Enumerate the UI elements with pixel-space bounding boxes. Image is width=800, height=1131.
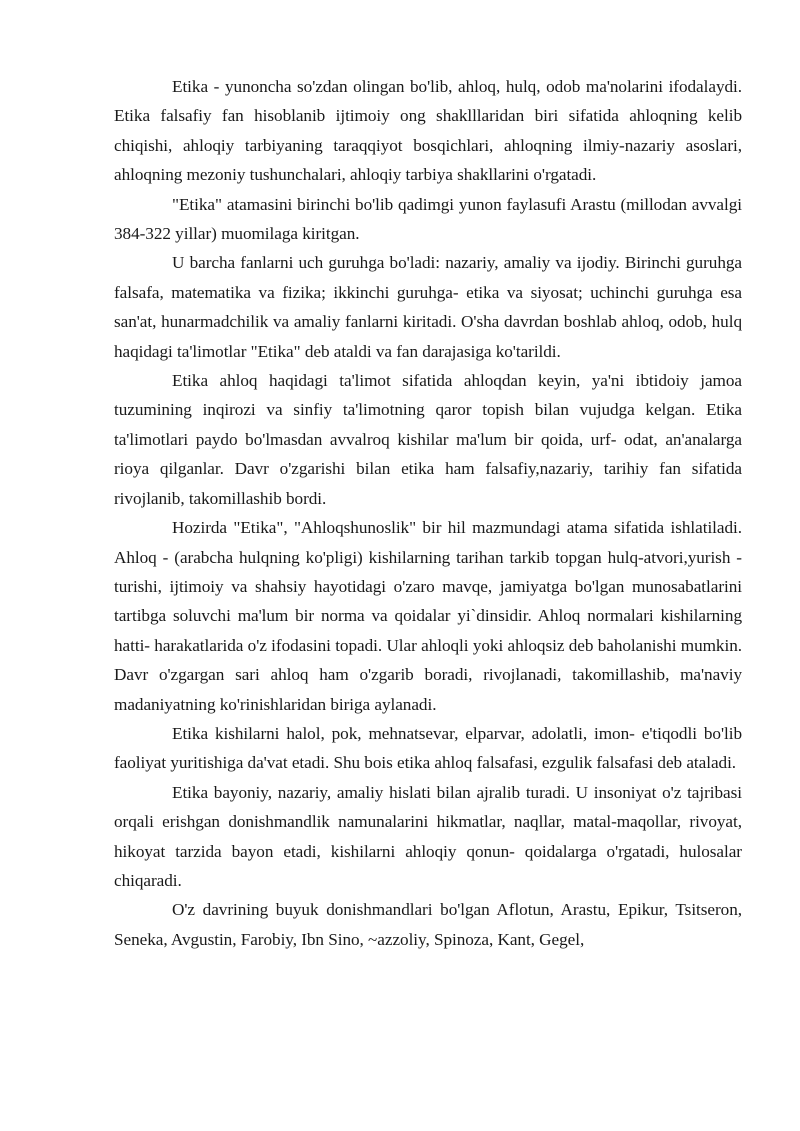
paragraph-etika-definition: Etika - yunoncha so'zdan olingan bo'lib, ahloq, hulq, odob ma'nolarini ifodalaydi. Etika falsafiy fan hisoblanib ijtimoiy ong shaklllaridan biri sifatida ahloqning kelib chiqishi, ahloqiy tarbiyaning taraqqiyot bosqichlari, ahloqning ilmiy-nazariy asoslari, ahloqning mezoniy tushunchalari, ahloqiy tarbiya shakllarini o'rgatadi. <box>114 77 742 185</box>
paragraph-three-groups: U barcha fanlarni uch guruhga bo'ladi: nazariy, amaliy va ijodiy. Birinchi guruhga falsafa, matematika va fizika; ikkinchi guruhga- etika va siyosat; uchinchi guruhga esa san'at, hunarmadchilik va amaliy fanlarni kiritadi. O'sha davrdan boshlab ahloq, odob, hulq haqidagi ta'limotlar "Etika" deb ataldi va fan darajasiga ko'tarildi. <box>114 253 742 361</box>
paragraph-arastu-term: "Etika" atamasini birinchi bo'lib qadimgi yunon faylasufi Arastu (millodan avvalgi 384-322 yillar) muomilaga kiritgan. <box>114 194 742 244</box>
paragraph-philosophers: O'z davrining buyuk donishmandlari bo'lgan Aflotun, Arastu, Epikur, Tsitseron, Seneka, Avgustin, Farobiy, Ibn Sino, ~azzoliy, Spinoza, Kant, Gegel, <box>114 900 742 949</box>
paragraph-virtues: Etika kishilarni halol, pok, mehnatsevar, elparvar, adolatli, imon- e'tiqodli bo'lib faoliyat yuritishiga da'vat etadi. Shu bois etika ahloq falsafasi, ezgulik falsafasi deb ataladi. <box>114 723 742 773</box>
paragraph-ahloq-definition: Hozirda "Etika", "Ahloqshunoslik" bir hil mazmundagi atama sifatida ishlatiladi. Ahloq - (arabcha hulqning ko'pligi) kishilarning tarihan tarkib topgan hulq-atvori,yurish - turishi, ijtimoiy va shahsiy hayotidagi o'zaro mavqe, jamiyatga bo'lgan munosabatlarini tartibga soluvchi ma'lum bir norma va qoidalar yi`dinsidir. Ahloq normalari kishilarning hatti- harakatlarida o'z ifodasini topadi. Ular ahloqli yoki ahloqsiz deb baholanishi mumkin. Davr o'zgargan sari ahloq ham o'zgarib boradi, rivojlanadi, takomillashib, ma'naviy madaniyatning ko'rinishlaridan biriga aylanadi. <box>114 518 742 714</box>
paragraph-origin: Etika ahloq haqidagi ta'limot sifatida ahloqdan keyin, ya'ni ibtidoiy jamoa tuzumining inqirozi va sinfiy ta'limotning qaror topish bilan vujudga kelgan. Etika ta'limotlari paydo bo'lmasdan avvalroq kishilar ma'lum bir qoida, urf- odat, an'analarga rioya qilganlar. Davr o'zgarishi bilan etika ham falsafiy,nazariy, tarihiy fan sifatida rivojlanib, takomillashib bordi. <box>114 371 742 508</box>
document-page <box>114 72 742 954</box>
paragraph-traits: Etika bayoniy, nazariy, amaliy hislati bilan ajralib turadi. U insoniyat o'z tajribasi orqali erishgan donishmandlik namunalarini hikmatlar, naqllar, matal-maqollar, rivoyat, hikoyat tarzida bayon etadi, kishilarni ahloqiy qonun- qoidalarga o'rgatadi, hulosalar chiqaradi. <box>114 782 742 890</box>
